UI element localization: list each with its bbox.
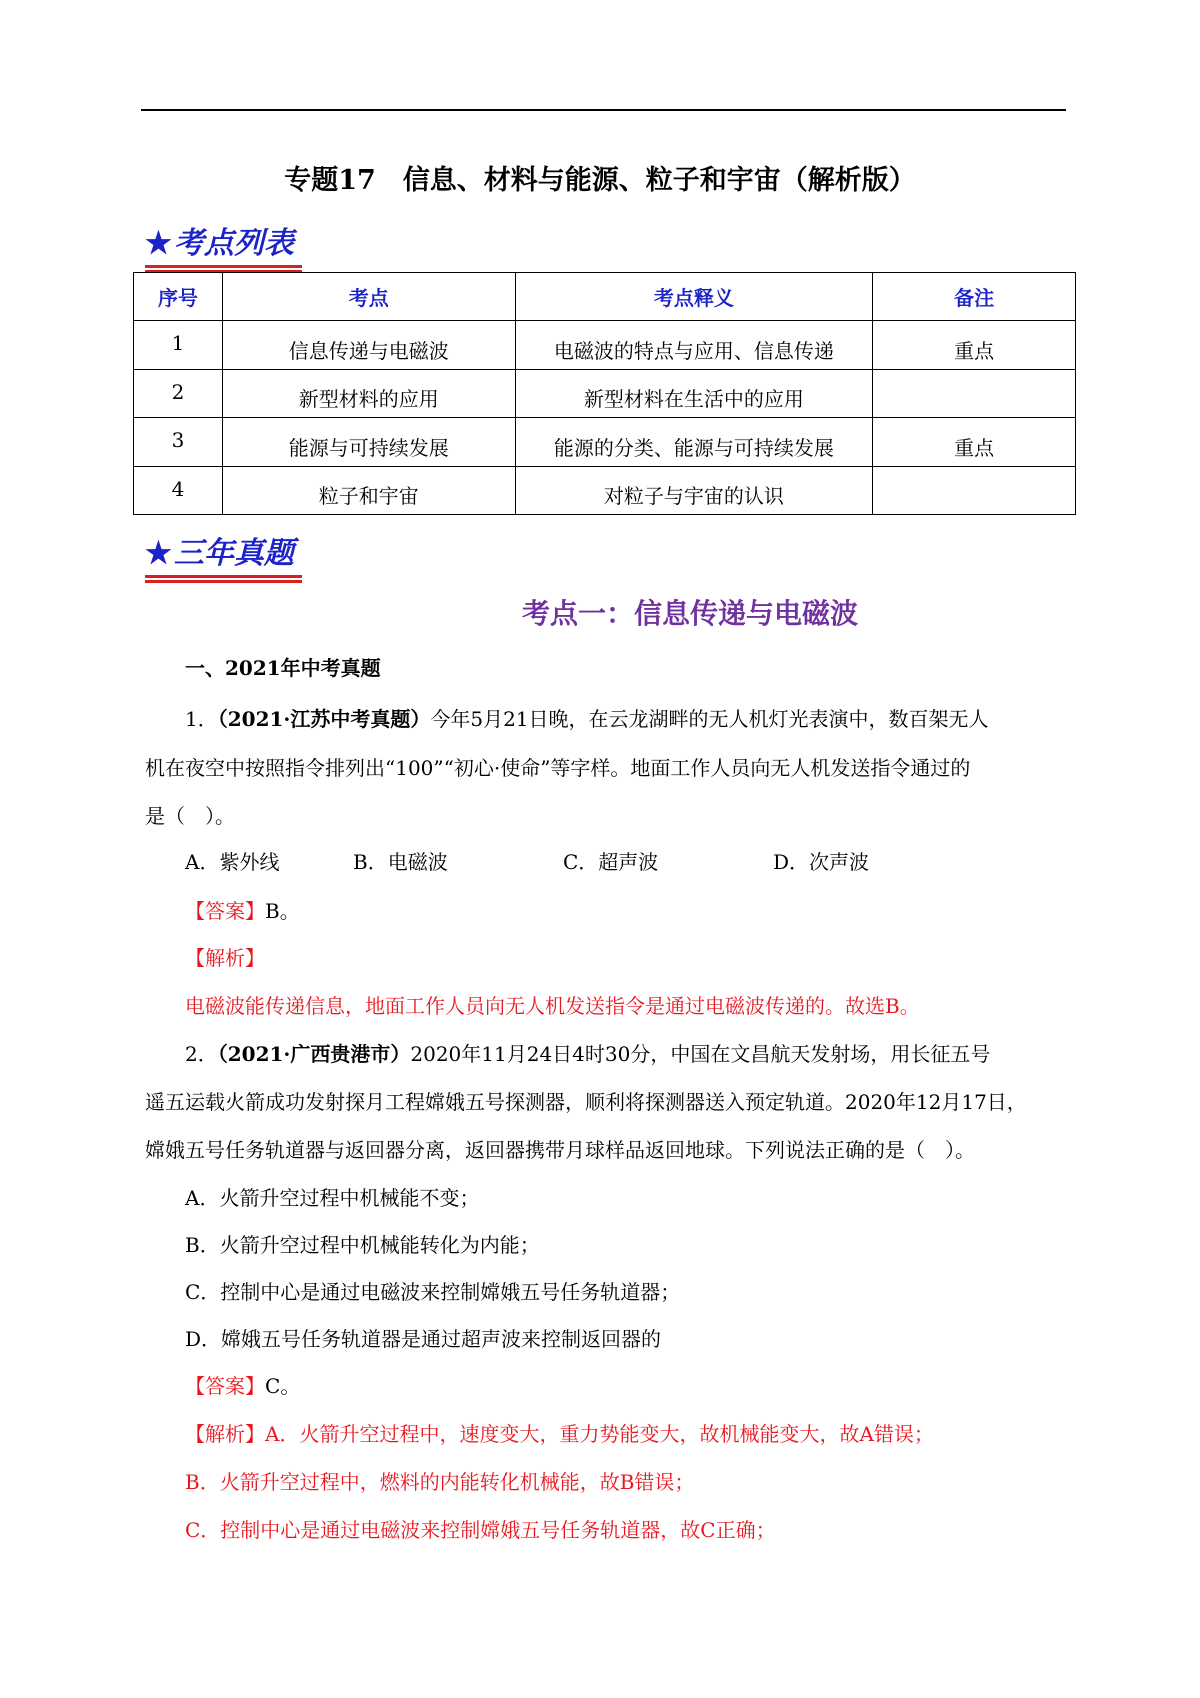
q1-analysis-label: 【解析】	[185, 946, 265, 970]
table-row	[134, 466, 1076, 515]
cell-topic: 信息传递与电磁波	[222, 321, 515, 370]
q1-option-c: C．超声波	[563, 850, 659, 874]
section-heading-label: 考点列表	[173, 226, 294, 261]
cell-number: 2	[134, 369, 223, 418]
cell-topic: 能源与可持续发展	[222, 418, 515, 467]
answer-label: 【答案】	[185, 1374, 265, 1398]
section-heading-label: 三年真题	[173, 536, 294, 571]
heading-underline	[145, 580, 302, 583]
q1-number: 1．	[185, 707, 218, 731]
cell-note: 重点	[873, 418, 1076, 467]
cell-note: 重点	[873, 321, 1076, 370]
header-rule	[141, 109, 1066, 111]
answer-label: 【答案】	[185, 899, 265, 923]
q1-line3: 是（ ）。	[145, 804, 235, 828]
q1-line1	[185, 703, 989, 732]
analysis-text: A．火箭升空过程中，速度变大，重力势能变大，故机械能变大，故A错误；	[265, 1422, 934, 1446]
cell-description: 电磁波的特点与应用、信息传递	[515, 321, 873, 370]
q1-option-b: B．电磁波	[353, 850, 448, 874]
q2-analysis-line2: B．火箭升空过程中，燃料的内能转化机械能，故B错误；	[185, 1470, 695, 1494]
cell-description: 对粒子与宇宙的认识	[515, 466, 873, 515]
q1-answer	[185, 895, 300, 924]
kaodian-subtitle: 考点一：信息传递与电磁波	[521, 597, 858, 630]
heading-underline	[145, 265, 302, 268]
cell-note	[873, 466, 1076, 515]
year-heading: 一、2021年中考真题	[185, 656, 381, 680]
column-header: 考点	[222, 273, 515, 321]
column-header: 备注	[873, 273, 1076, 321]
q2-number: 2．	[185, 1042, 218, 1066]
q2-option-c: C．控制中心是通过电磁波来控制嫦娥五号任务轨道器；	[185, 1280, 681, 1304]
cell-number: 3	[134, 418, 223, 467]
q1-analysis: 电磁波能传递信息，地面工作人员向无人机发送指令是通过电磁波传递的。故选B。	[185, 994, 920, 1018]
q2-answer	[185, 1370, 300, 1399]
q1-option-d: D．次声波	[773, 850, 870, 874]
cell-number: 4	[134, 466, 223, 515]
column-header: 序号	[134, 273, 223, 321]
analysis-label: 【解析】	[185, 1422, 265, 1446]
q2-analysis-line3: C．控制中心是通过电磁波来控制嫦娥五号任务轨道器，故C正确；	[185, 1518, 776, 1542]
table-header-row	[134, 273, 1076, 321]
kaodian-table	[133, 272, 1076, 515]
q2-option-a: A．火箭升空过程中机械能不变；	[185, 1186, 480, 1210]
cell-note	[873, 369, 1076, 418]
table-row	[134, 418, 1076, 467]
q2-source: （2021·广西贵港市）	[217, 1042, 411, 1066]
star-icon: ★	[145, 536, 172, 571]
q2-line2: 遥五运载火箭成功发射探月工程嫦娥五号探测器，顺利将探测器送入预定轨道。2020年12月17日，	[145, 1090, 1027, 1114]
q2-analysis-line1	[185, 1418, 934, 1447]
section-heading-three-years	[145, 528, 294, 572]
column-header: 考点释义	[515, 273, 873, 321]
cell-topic: 新型材料的应用	[222, 369, 515, 418]
cell-topic: 粒子和宇宙	[222, 466, 515, 515]
q2-option-d: D．嫦娥五号任务轨道器是通过超声波来控制返回器的	[185, 1327, 662, 1351]
section-heading-kaodian-list	[145, 218, 294, 262]
q2-line1	[185, 1038, 990, 1067]
q2-text: 2020年11月24日4时30分，中国在文昌航天发射场，用长征五号	[410, 1042, 991, 1066]
q1-source: （2021·江苏中考真题）	[217, 707, 431, 731]
q2-option-b: B．火箭升空过程中机械能转化为内能；	[185, 1233, 540, 1257]
cell-number: 1	[134, 321, 223, 370]
heading-underline	[145, 575, 302, 578]
table-row	[134, 321, 1076, 370]
q1-option-a: A．紫外线	[185, 850, 280, 874]
q1-line2: 机在夜空中按照指令排列出“100”“初心·使命”等字样。地面工作人员向无人机发送指令通过的	[145, 756, 971, 780]
table-row	[134, 369, 1076, 418]
cell-description: 能源的分类、能源与可持续发展	[515, 418, 873, 467]
answer-value: B。	[265, 899, 300, 923]
page-title: 专题17 信息、材料与能源、粒子和宇宙（解析版）	[284, 165, 916, 196]
q2-line3: 嫦娥五号任务轨道器与返回器分离，返回器携带月球样品返回地球。下列说法正确的是（ ）。	[145, 1138, 975, 1162]
answer-value: C。	[265, 1374, 301, 1398]
cell-description: 新型材料在生活中的应用	[515, 369, 873, 418]
q1-text: 今年5月21日晚，在云龙湖畔的无人机灯光表演中，数百架无人	[430, 707, 989, 731]
star-icon: ★	[145, 226, 172, 261]
